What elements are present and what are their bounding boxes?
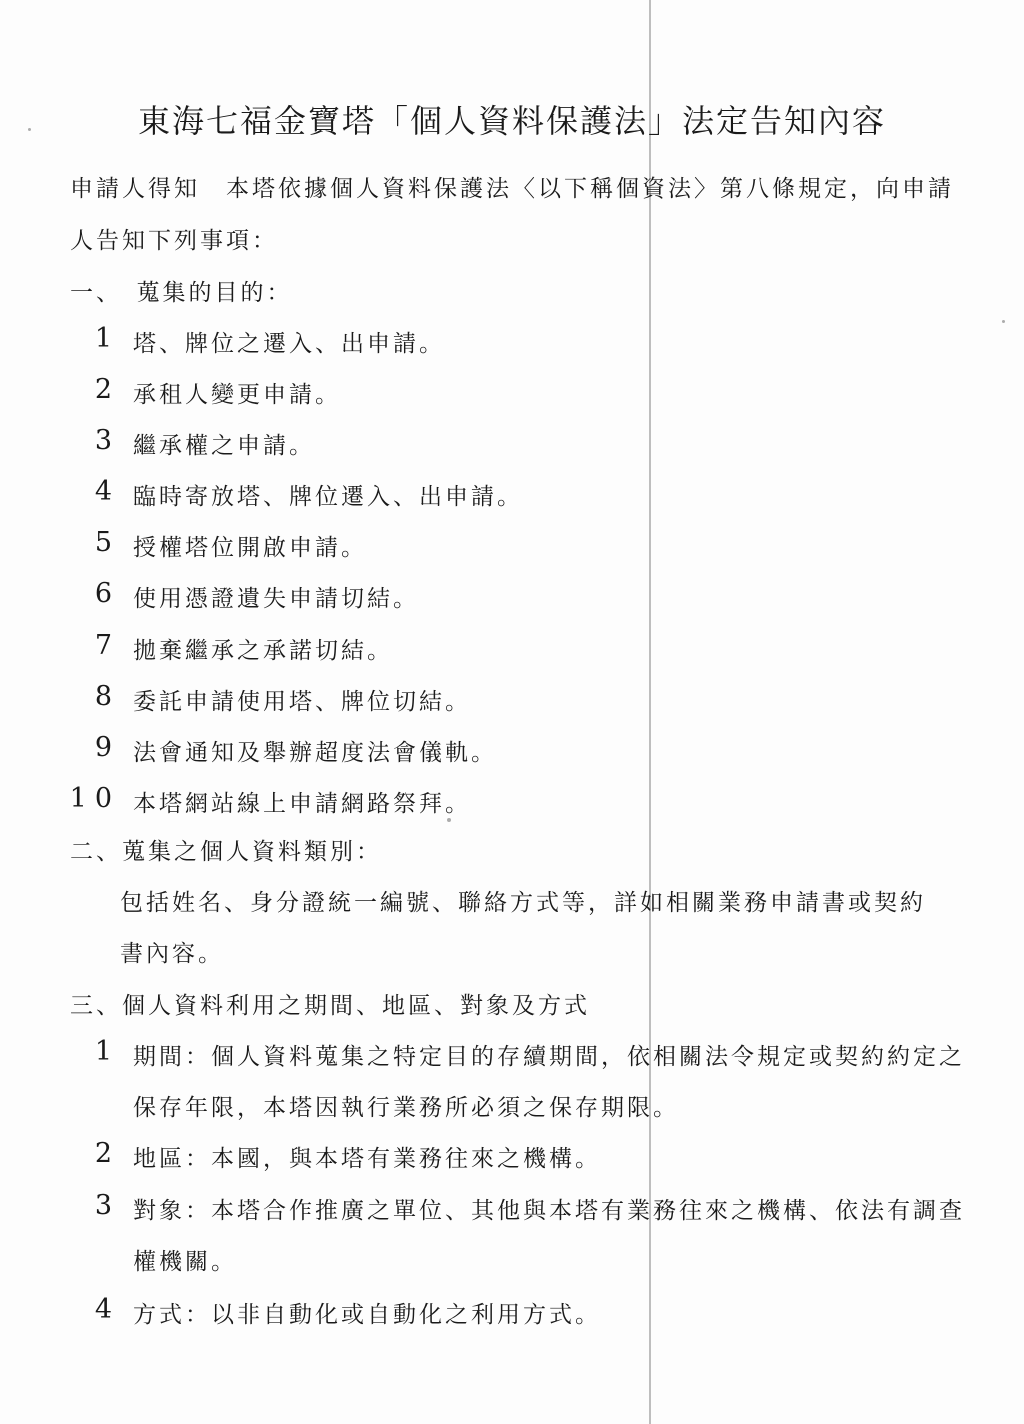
item-text-line-1: 對象：本塔合作推廣之單位、其他與本塔有業務往來之機構、依法有調查 bbox=[133, 1198, 965, 1224]
document-title: 東海七福金寶塔「個人資料保護法」法定告知內容 bbox=[137, 102, 886, 140]
item-text: 授權塔位開啟申請。 bbox=[133, 535, 367, 561]
item-text: 繼承權之申請。 bbox=[133, 433, 315, 459]
item-number: 1 bbox=[94, 1036, 120, 1067]
item-number: 9 bbox=[94, 732, 120, 763]
item-number: 2 bbox=[94, 374, 120, 405]
scan-speck bbox=[1002, 320, 1005, 323]
section-2-line-1: 包括姓名、身分證統一編號、聯絡方式等，詳如相關業務申請書或契約 bbox=[120, 890, 926, 916]
intro-line-2: 人告知下列事項： bbox=[70, 228, 278, 254]
item-text: 拋棄繼承之承諾切結。 bbox=[133, 638, 393, 664]
scan-speck bbox=[447, 818, 451, 822]
section-2-heading: 二、蒐集之個人資料類別： bbox=[70, 839, 382, 865]
item-number: 8 bbox=[94, 681, 120, 712]
item-number: 7 bbox=[94, 630, 120, 661]
item-number: 5 bbox=[94, 527, 120, 558]
item-text: 承租人變更申請。 bbox=[133, 382, 341, 408]
item-text-line-1: 方式：以非自動化或自動化之利用方式。 bbox=[133, 1302, 601, 1328]
item-text: 臨時寄放塔、牌位遷入、出申請。 bbox=[133, 484, 523, 510]
item-text: 塔、牌位之遷入、出申請。 bbox=[133, 331, 445, 357]
intro-line-1: 申請人得知 本塔依據個人資料保護法〈以下稱個資法〉第八條規定，向申請 bbox=[70, 176, 954, 202]
item-number: 4 bbox=[94, 1294, 120, 1325]
item-number: 3 bbox=[94, 425, 120, 456]
item-text-line-1: 地區：本國，與本塔有業務往來之機構。 bbox=[133, 1146, 601, 1172]
item-text-line-2: 權機關。 bbox=[133, 1249, 237, 1275]
section-1-heading: 一、 蒐集的目的： bbox=[70, 280, 293, 306]
item-text: 本塔網站線上申請網路祭拜。 bbox=[133, 791, 471, 817]
item-text: 法會通知及舉辦超度法會儀軌。 bbox=[133, 740, 497, 766]
item-number: 10 bbox=[69, 783, 120, 814]
item-number: 3 bbox=[94, 1190, 120, 1221]
item-text-line-2: 保存年限，本塔因執行業務所必須之保存期限。 bbox=[133, 1095, 679, 1121]
section-2-line-2: 書內容。 bbox=[120, 941, 224, 967]
item-number: 1 bbox=[94, 323, 120, 354]
section-3-heading: 三、個人資料利用之期間、地區、對象及方式 bbox=[70, 993, 590, 1019]
item-text-line-1: 期間：個人資料蒐集之特定目的存續期間，依相關法令規定或契約約定之 bbox=[133, 1044, 965, 1070]
item-text: 使用憑證遺失申請切結。 bbox=[133, 586, 419, 612]
item-number: 4 bbox=[94, 476, 120, 507]
item-number: 6 bbox=[94, 578, 120, 609]
item-number: 2 bbox=[94, 1138, 120, 1169]
item-text: 委託申請使用塔、牌位切結。 bbox=[133, 689, 471, 715]
